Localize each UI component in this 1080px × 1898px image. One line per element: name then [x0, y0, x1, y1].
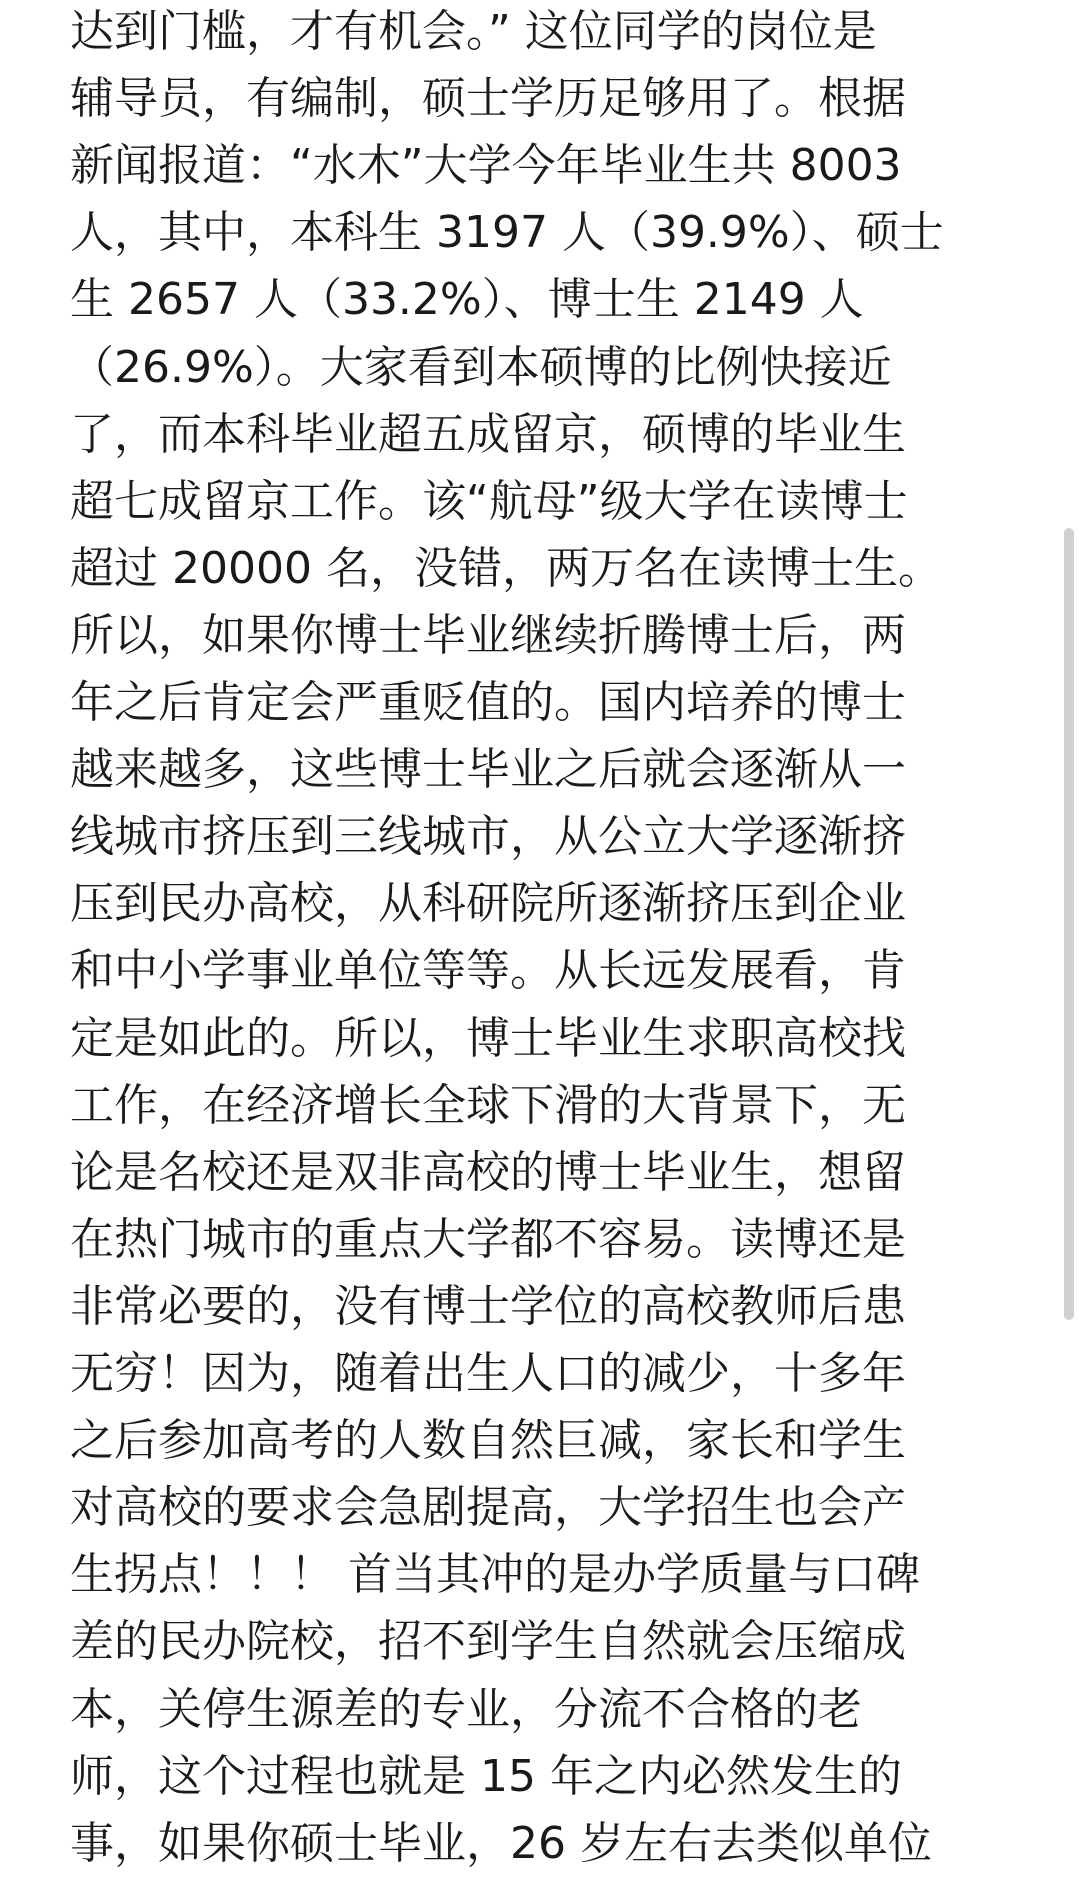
- paragraph-line: 和中小学事业单位等等。从长远发展看，肯: [70, 945, 906, 997]
- paragraph-line: 所以，如果你博士毕业继续折腾博士后，两: [70, 609, 906, 661]
- paragraph-line: 超过 20000 名，没错，两万名在读博士生。: [70, 542, 942, 594]
- paragraph-line: 越来越多，这些博士毕业之后就会逐渐从一: [70, 744, 906, 796]
- paragraph-line: 非常必要的，没有博士学位的高校教师后患: [70, 1280, 906, 1332]
- paragraph-line: 辅导员，有编制，硕士学历足够用了。根据: [70, 73, 906, 125]
- paragraph-line: 定是如此的。所以，博士毕业生求职高校找: [70, 1012, 906, 1064]
- paragraph-line: 无穷！因为，随着出生人口的减少，十多年: [70, 1348, 906, 1399]
- paragraph-line: 生 2657 人（33.2%）、博士生 2149 人: [70, 274, 864, 326]
- paragraph-line: 超七成留京工作。该“航母”级大学在读博士: [70, 475, 908, 527]
- paragraph-line: 生拐点！！！ 首当其冲的是办学质量与口碑: [70, 1549, 920, 1601]
- paragraph-line: 线城市挤压到三线城市，从公立大学逐渐挤: [70, 811, 906, 863]
- paragraph-line: 压到民办高校，从科研院所逐渐挤压到企业: [70, 878, 906, 930]
- paragraph-line: 年之后肯定会严重贬值的。国内培养的博士: [70, 677, 906, 728]
- paragraph-line: 事，如果你硕士毕业，26 岁左右去类似单位: [70, 1817, 932, 1868]
- paragraph-line: 新闻报道：“水木”大学今年毕业生共 8003: [70, 140, 902, 192]
- paragraph-line: 人，其中，本科生 3197 人（39.9%）、硕士: [70, 207, 944, 259]
- paragraph-line: 本，关停生源差的专业，分流不合格的老: [70, 1683, 862, 1735]
- paragraph-line: 论是名校还是双非高校的博士毕业生，想留: [70, 1146, 906, 1198]
- paragraph-line: 之后参加高考的人数自然巨减，家长和学生: [70, 1415, 906, 1467]
- paragraph-line: 差的民办院校，招不到学生自然就会压缩成: [70, 1616, 906, 1668]
- paragraph-line: 师，这个过程也就是 15 年之内必然发生的: [70, 1750, 902, 1802]
- article-body: [70, 0, 1005, 1868]
- paragraph-line: 工作，在经济增长全球下滑的大背景下，无: [70, 1079, 906, 1131]
- paragraph-line: 在热门城市的重点大学都不容易。读博还是: [70, 1213, 906, 1265]
- paragraph-line: （26.9%）。大家看到本硕博的比例快接近: [70, 341, 892, 393]
- paragraph-line: 对高校的要求会急剧提高，大学招生也会产: [70, 1482, 906, 1534]
- paragraph-line: 达到门槛，才有机会。” 这位同学的岗位是: [70, 6, 877, 57]
- paragraph-line: 了，而本科毕业超五成留京，硕博的毕业生: [70, 408, 906, 460]
- scrollbar[interactable]: [1064, 528, 1074, 1320]
